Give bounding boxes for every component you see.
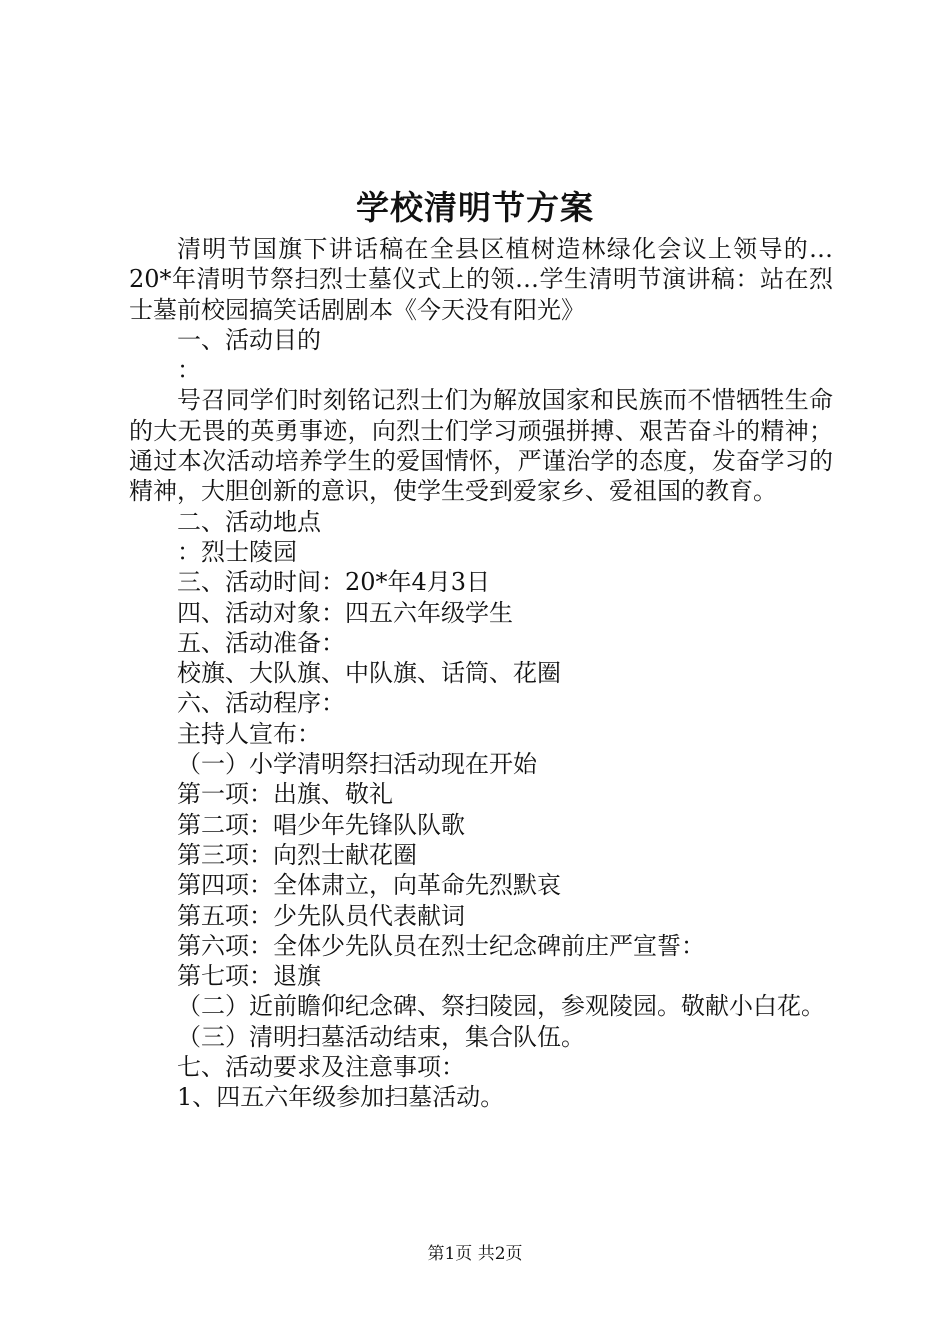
section-heading-purpose: 一、活动目的 — [177, 325, 321, 354]
procedure-step: 第七项：退旗 — [177, 962, 321, 991]
procedure-step: 第二项：唱少年先锋队队歌 — [177, 810, 465, 839]
procedure-step: 第五项：少先队员代表献词 — [177, 901, 465, 930]
requirement-item: 1、四五六年级参加扫墓活动。 — [177, 1083, 505, 1112]
location-line: ：烈士陵园 — [177, 537, 297, 566]
procedure-part-1: （一）小学清明祭扫活动现在开始 — [177, 750, 537, 779]
section-procedure: 六、活动程序： — [177, 689, 345, 718]
intro-paragraph: 清明节国旗下讲话稿在全县区植树造林绿化会议上领导的…20*年清明节祭扫烈士墓仪式上的领…学生清明节演讲稿：站在烈士墓前校园搞笑话剧剧本《今天没有阳光》 — [129, 235, 833, 324]
section-audience: 四、活动对象：四五六年级学生 — [177, 598, 513, 627]
document-title: 学校清明节方案 — [356, 188, 594, 227]
section-heading-location: 二、活动地点 — [177, 507, 321, 536]
section-time: 三、活动时间：20*年4月3日 — [177, 568, 491, 597]
procedure-step: 第四项：全体肃立，向革命先烈默哀 — [177, 871, 561, 900]
preparation-items: 校旗、大队旗、中队旗、话筒、花圈 — [177, 659, 561, 688]
purpose-paragraph: 号召同学们时刻铭记烈士们为解放国家和民族而不惜牺牲生命的大无畏的英勇事迹，向烈士们学习顽强拼搏、艰苦奋斗的精神；通过本次活动培养学生的爱国情怀，严谨治学的态度，发奋学习的精神，大胆创新的意识，使学生受到爱家乡、爱祖国的教育。 — [129, 386, 833, 506]
document-body — [129, 234, 833, 1113]
colon-line: ： — [177, 356, 201, 385]
procedure-part-2: （二）近前瞻仰纪念碑、祭扫陵园，参观陵园。敬献小白花。 — [177, 992, 825, 1021]
procedure-step: 第三项：向烈士献花圈 — [177, 840, 417, 869]
procedure-part-3: （三）清明扫墓活动结束，集合队伍。 — [177, 1022, 585, 1051]
procedure-step: 第一项：出旗、敬礼 — [177, 780, 393, 809]
page-number-footer: 第1页 共2页 — [427, 1244, 523, 1264]
host-announce: 主持人宣布： — [177, 719, 321, 748]
section-requirements: 七、活动要求及注意事项： — [177, 1053, 465, 1082]
section-preparation: 五、活动准备： — [177, 628, 345, 657]
procedure-step: 第六项：全体少先队员在烈士纪念碑前庄严宣誓： — [177, 931, 705, 960]
